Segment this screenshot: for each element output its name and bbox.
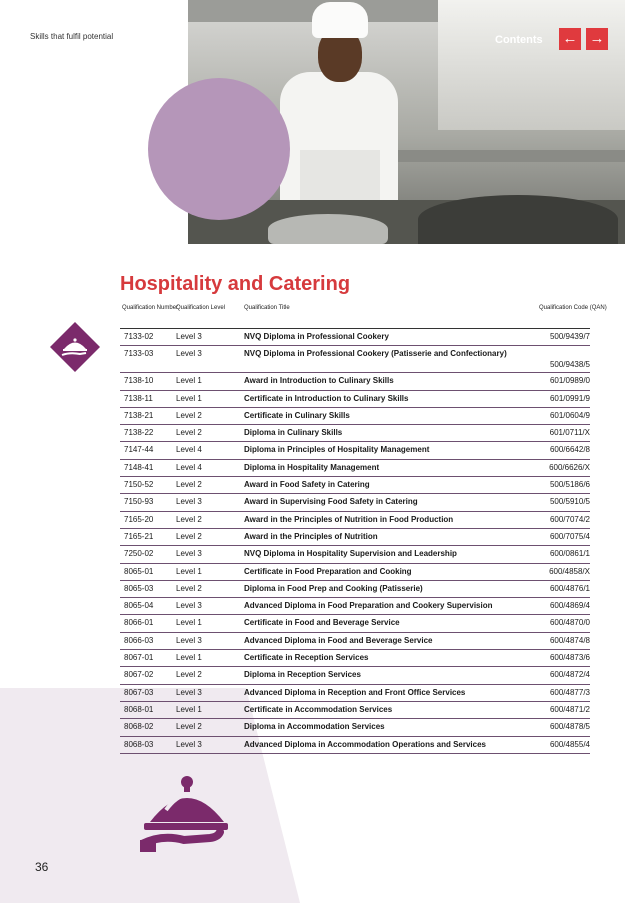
qualification-code: 600/4874/8 (549, 635, 590, 645)
decorative-circle (148, 78, 290, 220)
qualification-title: Advanced Diploma in Food Preparation and Cookery Supervision (244, 601, 493, 611)
table-row (120, 633, 590, 650)
qualification-level: Level 2 (176, 428, 202, 438)
column-header-title: Qualification Title (244, 305, 290, 311)
qualification-code: 601/0711/X (549, 428, 590, 438)
qualification-level: Level 2 (176, 531, 202, 541)
qualification-code: 600/4869/4 (549, 601, 590, 611)
qualification-number: 7150-52 (124, 480, 154, 490)
qualification-level: Level 1 (176, 566, 202, 576)
qualification-code: 500/5910/5 (549, 497, 590, 507)
qualification-title: Award in Food Safety in Catering (244, 480, 370, 490)
qualification-number: 7133-03 (124, 349, 154, 359)
qualification-number: 8068-03 (124, 739, 154, 749)
qualification-title: Diploma in Hospitality Management (244, 462, 380, 472)
section-title: Hospitality and Catering (120, 273, 351, 295)
qualification-code: 600/4877/3 (549, 687, 590, 697)
qualification-title: Certificate in Food and Beverage Service (244, 618, 400, 628)
qualification-code: 600/4870/0 (549, 618, 590, 628)
qualification-number: 8067-01 (124, 653, 154, 663)
qualification-level: Level 4 (176, 462, 202, 472)
qualification-number: 7148-41 (124, 462, 154, 472)
table-row (120, 494, 590, 511)
table-row (120, 329, 590, 346)
qualifications-table (120, 328, 590, 754)
qualification-code: 600/4873/6 (549, 653, 590, 663)
arrow-right-icon[interactable]: → (586, 28, 608, 50)
qualification-level: Level 1 (176, 704, 202, 714)
qualification-level: Level 1 (176, 393, 202, 403)
table-row (120, 546, 590, 563)
qualification-number: 7138-10 (124, 376, 154, 386)
table-row (120, 737, 590, 754)
qualification-number: 8067-02 (124, 670, 154, 680)
qualification-code: 600/4871/2 (549, 704, 590, 714)
qualification-code: 601/0991/9 (549, 393, 590, 403)
qualification-title: NVQ Diploma in Hospitality Supervision and Leadership (244, 549, 457, 559)
qualification-level: Level 3 (176, 549, 202, 559)
qualification-code: 600/4878/5 (549, 722, 590, 732)
qualification-number: 8068-01 (124, 704, 154, 714)
table-row (120, 346, 590, 373)
qualification-code: 601/0604/9 (549, 410, 590, 420)
qualification-title: Advanced Diploma in Food and Beverage Service (244, 635, 433, 645)
qualification-code: 600/4872/4 (549, 670, 590, 680)
qualification-code: 600/4858/X (549, 566, 590, 576)
qualification-title: Advanced Diploma in Reception and Front Office Services (244, 687, 466, 697)
qualification-number: 8065-03 (124, 583, 154, 593)
column-header-level: Qualification Level (176, 305, 226, 311)
qualification-title: Certificate in Food Preparation and Cooking (244, 566, 412, 576)
column-header-code: Qualification Code (QAN) (539, 305, 607, 311)
qualification-title: Award in the Principles of Nutrition (244, 531, 378, 541)
table-row (120, 598, 590, 615)
table-row (120, 512, 590, 529)
table-row (120, 702, 590, 719)
qualification-code: 600/6626/X (549, 462, 590, 472)
qualification-title: Diploma in Reception Services (244, 670, 361, 680)
qualification-level: Level 3 (176, 739, 202, 749)
qualification-title: Certificate in Culinary Skills (244, 410, 350, 420)
qualification-code: 500/9439/7 (549, 332, 590, 341)
qualification-number: 7250-02 (124, 549, 154, 559)
qualification-code: 600/7075/4 (549, 531, 590, 541)
qualification-code: 600/4855/4 (549, 739, 590, 749)
qualification-number: 7138-21 (124, 410, 154, 420)
qualification-number: 7138-22 (124, 428, 154, 438)
qualification-title: Diploma in Principles of Hospitality Management (244, 445, 430, 455)
qualification-number: 7150-93 (124, 497, 154, 507)
qualification-title: NVQ Diploma in Professional Cookery (Patisserie and Confectionary) (244, 349, 507, 359)
qualification-number: 8067-03 (124, 687, 154, 697)
qualification-title: Certificate in Accommodation Services (244, 704, 393, 714)
qualification-code: 500/5186/6 (549, 480, 590, 490)
cloche-icon (50, 322, 100, 372)
qualification-code: 500/9438/5 (549, 360, 590, 370)
table-row (120, 719, 590, 736)
qualification-number: 7133-02 (124, 332, 154, 341)
qualification-title: Diploma in Food Prep and Cooking (Patisserie) (244, 583, 423, 593)
table-row (120, 650, 590, 667)
table-row (120, 373, 590, 390)
table-row (120, 685, 590, 702)
qualification-level: Level 3 (176, 349, 202, 359)
table-row (120, 477, 590, 494)
qualification-title: Award in Supervising Food Safety in Catering (244, 497, 418, 507)
qualification-title: Diploma in Culinary Skills (244, 428, 343, 438)
qualification-number: 7147-44 (124, 445, 154, 455)
qualification-level: Level 1 (176, 376, 202, 386)
qualification-number: 7165-20 (124, 514, 154, 524)
qualification-level: Level 3 (176, 497, 202, 507)
qualification-title: Advanced Diploma in Accommodation Operations and Services (244, 739, 486, 749)
qualification-level: Level 2 (176, 583, 202, 593)
qualification-code: 600/7074/2 (549, 514, 590, 524)
cloche-icon (140, 774, 230, 854)
qualification-level: Level 2 (176, 480, 202, 490)
table-row (120, 391, 590, 408)
qualification-level: Level 2 (176, 722, 202, 732)
qualification-level: Level 2 (176, 514, 202, 524)
table-row (120, 442, 590, 459)
qualification-number: 8065-04 (124, 601, 154, 611)
qualification-code: 600/4876/1 (549, 583, 590, 593)
qualification-level: Level 4 (176, 445, 202, 455)
table-row (120, 529, 590, 546)
qualification-level: Level 3 (176, 687, 202, 697)
qualification-number: 7165-21 (124, 531, 154, 541)
table-row (120, 615, 590, 632)
qualification-number: 8068-02 (124, 722, 154, 732)
qualification-number: 7138-11 (124, 393, 153, 403)
qualification-title: Award in Introduction to Culinary Skills (244, 376, 394, 386)
table-row (120, 564, 590, 581)
page-number: 36 (35, 860, 49, 874)
qualification-code: 601/0989/0 (549, 376, 590, 386)
column-header-number: Qualification Number (122, 305, 179, 311)
qualification-title: Certificate in Introduction to Culinary Skills (244, 393, 409, 403)
header-tagline: Skills that fulfil potential (30, 32, 114, 41)
qualification-number: 8066-03 (124, 635, 154, 645)
qualification-level: Level 3 (176, 601, 202, 611)
qualification-number: 8066-01 (124, 618, 154, 628)
qualification-level: Level 1 (176, 653, 202, 663)
table-row (120, 460, 590, 477)
table-row (120, 408, 590, 425)
qualification-code: 600/0861/1 (549, 549, 590, 559)
qualification-level: Level 1 (176, 618, 202, 628)
qualification-title: Diploma in Accommodation Services (244, 722, 385, 732)
qualification-number: 8065-01 (124, 566, 154, 576)
table-row (120, 581, 590, 598)
table-row (120, 667, 590, 684)
qualification-level: Level 3 (176, 332, 202, 341)
arrow-left-icon[interactable]: ← (559, 28, 581, 50)
table-row (120, 425, 590, 442)
contents-link[interactable]: Contents (495, 34, 543, 46)
qualification-title: Certificate in Reception Services (244, 653, 369, 663)
qualification-title: NVQ Diploma in Professional Cookery (244, 332, 389, 341)
qualification-title: Award in the Principles of Nutrition in Food Production (244, 514, 454, 524)
qualification-level: Level 2 (176, 670, 202, 680)
qualification-level: Level 2 (176, 410, 202, 420)
qualification-code: 600/6642/8 (549, 445, 590, 455)
qualification-level: Level 3 (176, 635, 202, 645)
